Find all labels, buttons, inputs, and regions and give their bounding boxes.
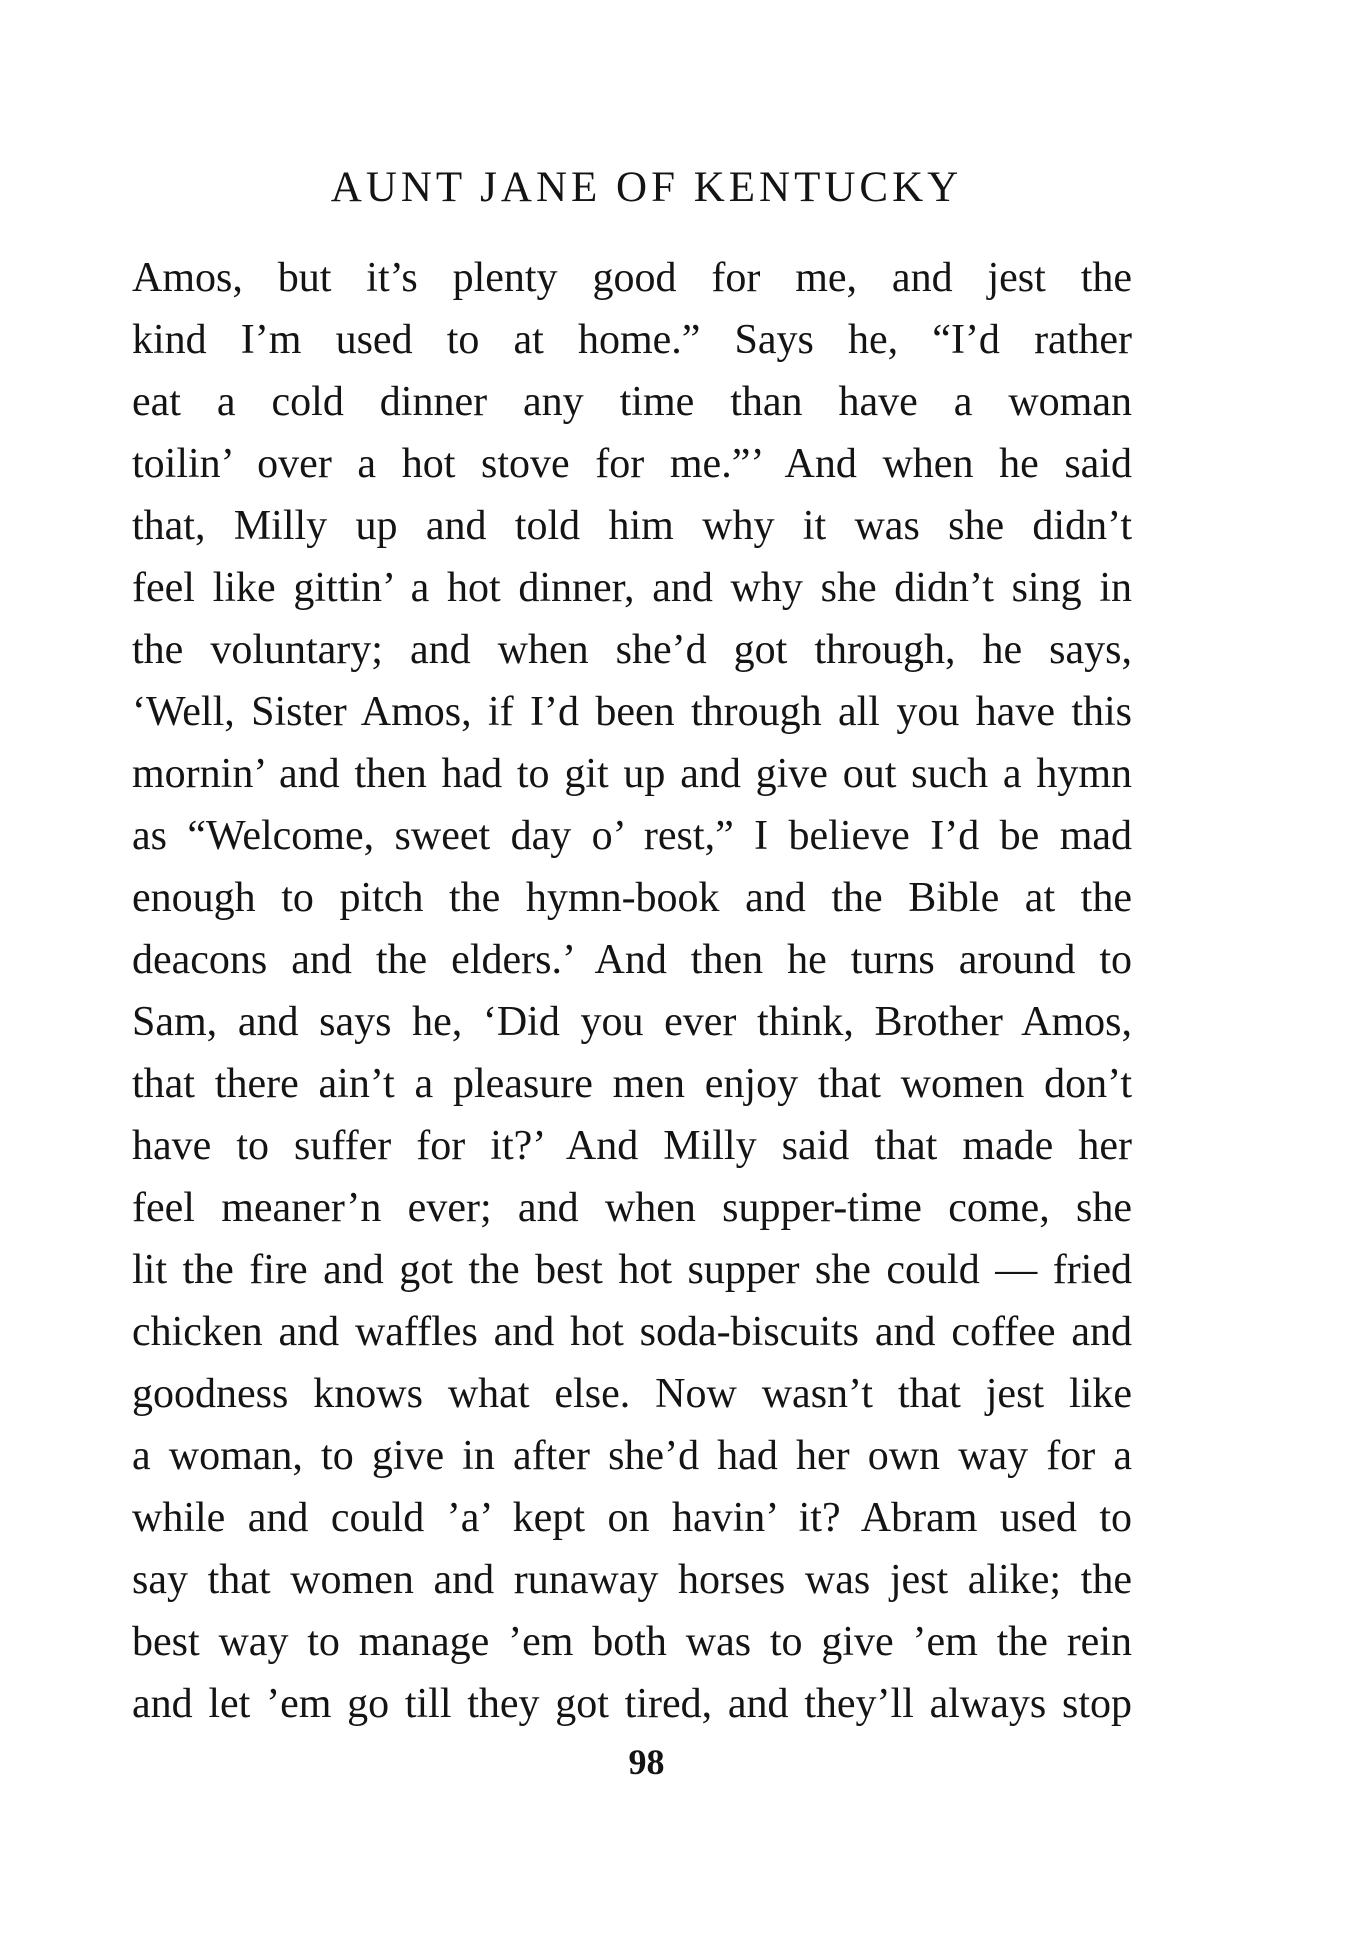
text-line: as “Welcome, sweet day o’ rest,” I believe I’d be mad (132, 813, 1132, 859)
text-line: eat a cold dinner any time than have a woman (132, 379, 1132, 425)
text-line: have to suffer for it?’ And Milly said that made her (132, 1123, 1132, 1169)
text-line: that there ain’t a pleasure men enjoy that women don’t (132, 1061, 1132, 1107)
page-number: 98 (628, 1742, 665, 1782)
text-line: chicken and waffles and hot soda-biscuits and coffee and (132, 1309, 1132, 1355)
text-line: Amos, but it’s plenty good for me, and jest the (132, 255, 1132, 301)
text-line: deacons and the elders.’ And then he turns around to (132, 937, 1132, 983)
text-line: Sam, and says he, ‘Did you ever think, Brother Amos, (132, 999, 1132, 1045)
text-line: kind I’m used to at home.” Says he, “I’d rather (132, 317, 1132, 363)
text-line: enough to pitch the hymn-book and the Bible at the (132, 875, 1132, 921)
text-line: ‘Well, Sister Amos, if I’d been through all you have this (132, 689, 1132, 735)
text-line: lit the fire and got the best hot supper she could — fried (132, 1247, 1132, 1293)
text-line: feel meaner’n ever; and when supper-time come, she (132, 1185, 1132, 1231)
text-line: feel like gittin’ a hot dinner, and why she didn’t sing in (132, 565, 1132, 611)
text-line: goodness knows what else. Now wasn’t that jest like (132, 1371, 1132, 1417)
text-line: say that women and runaway horses was jest alike; the (132, 1557, 1132, 1603)
running-head: AUNT JANE OF KENTUCKY (330, 164, 963, 211)
text-line: a woman, to give in after she’d had her own way for a (132, 1433, 1132, 1479)
text-line: mornin’ and then had to git up and give out such a hymn (132, 751, 1132, 797)
text-line: toilin’ over a hot stove for me.”’ And when he said (132, 441, 1132, 487)
text-line: the voluntary; and when she’d got through, he says, (132, 627, 1132, 673)
text-line: that, Milly up and told him why it was she didn’t (132, 503, 1132, 549)
text-line: and let ’em go till they got tired, and they’ll always stop (132, 1681, 1132, 1727)
text-line: best way to manage ’em both was to give ’em the rein (132, 1619, 1132, 1665)
body-text (132, 247, 1132, 1735)
text-line: while and could ’a’ kept on havin’ it? Abram used to (132, 1495, 1132, 1541)
